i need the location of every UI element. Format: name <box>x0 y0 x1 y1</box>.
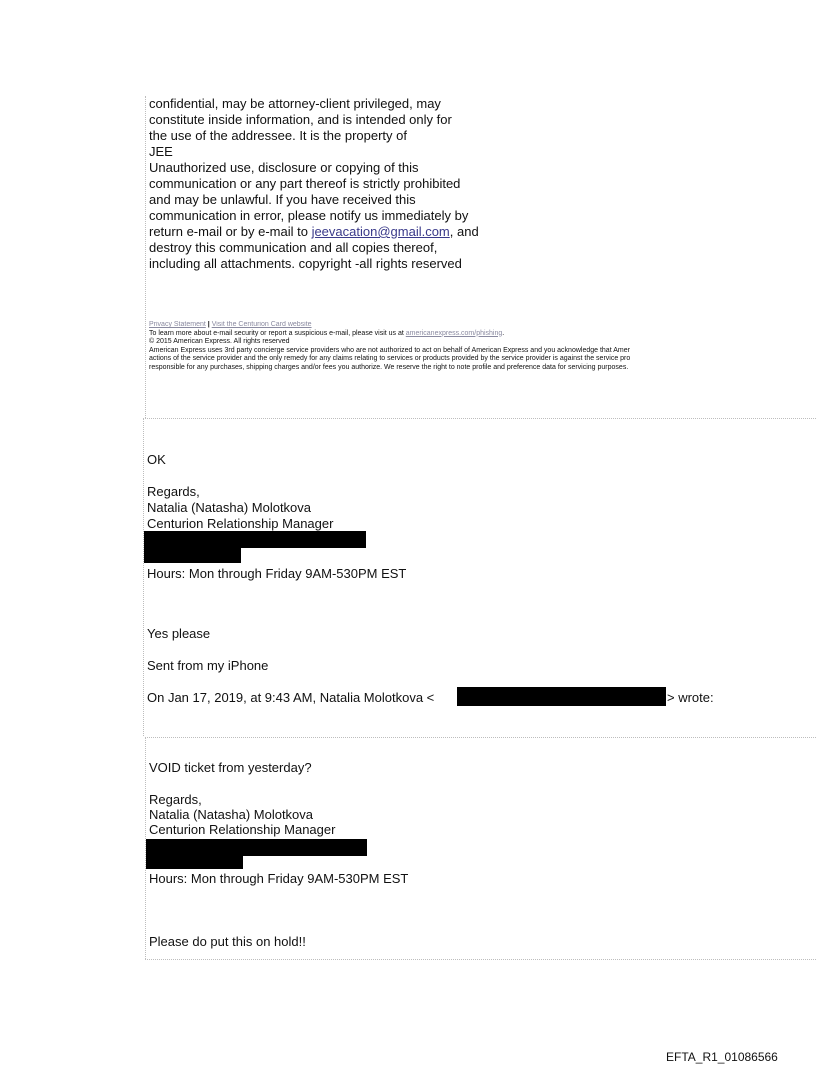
disclaimer-line: and may be unlawful. If you have received this <box>149 192 416 207</box>
quoted-hours: Hours: Mon through Friday 9AM-530PM EST <box>149 871 409 886</box>
disclaimer-line: constitute inside information, and is intended only for <box>149 112 452 127</box>
email-link[interactable]: jeevacation@gmail.com <box>311 224 450 239</box>
disclaimer-line: Unauthorized use, disclosure or copying of this <box>149 160 419 175</box>
quoted-regards: Regards, <box>149 792 202 807</box>
confidentiality-disclaimer <box>149 96 569 272</box>
quote-rule-top-lower <box>145 737 816 738</box>
redaction-block <box>144 531 366 548</box>
amex-fine-print <box>149 321 816 372</box>
concierge-line: American Express uses 3rd party concierge service providers who are not authorized to act on behalf of American Express and you acknowledge that Amer <box>149 346 630 354</box>
reply-body: Yes please <box>147 626 211 641</box>
security-prefix: To learn more about e-mail security or report a suspicious e-mail, please visit us at <box>149 329 406 337</box>
signature-title: Centurion Relationship Manager <box>147 516 334 531</box>
wrote-prefix: On Jan 17, 2019, at 9:43 AM, Natalia Molotkova < <box>147 690 435 705</box>
link-separator: | <box>207 321 210 328</box>
concierge-line: responsible for any purchases, shipping charges and/or fees you authorize. We reserve the right to note profile and preference data for servicing purposes. <box>149 363 629 371</box>
quoted-name: Natalia (Natasha) Molotkova <box>149 807 314 822</box>
redaction-block <box>144 547 241 563</box>
hold-request: Please do put this on hold!! <box>149 934 306 949</box>
disclaimer-line: communication in error, please notify us immediately by <box>149 208 469 223</box>
centurion-website-link[interactable]: Visit the Centurion Card website <box>211 321 312 328</box>
concierge-line: actions of the service provider and the only remedy for any claims relating to services or products provided by the service provider is against the service pro <box>149 355 631 362</box>
disclaimer-line: communication or any part thereof is strictly prohibited <box>149 176 461 191</box>
disclaimer-line: JEE <box>149 144 173 159</box>
quoted-body: VOID ticket from yesterday? <box>149 760 312 775</box>
signature-hours: Hours: Mon through Friday 9AM-530PM EST <box>147 566 407 581</box>
signature-name: Natalia (Natasha) Molotkova <box>147 500 312 515</box>
wrote-suffix: > wrote: <box>667 690 714 705</box>
disclaimer-return-line <box>149 224 569 240</box>
quote-rule-bottom-upper <box>145 418 816 419</box>
fine-print-links <box>149 321 816 330</box>
return-prefix: return e-mail or by e-mail to <box>149 224 312 239</box>
quoted-title: Centurion Relationship Manager <box>149 822 336 837</box>
redaction-block <box>457 687 666 706</box>
security-suffix: . <box>502 329 505 337</box>
disclaimer-line: the use of the addressee. It is the property of <box>149 128 407 143</box>
sent-from-line: Sent from my iPhone <box>147 658 269 673</box>
document-id: EFTA_R1_01086566 <box>666 1050 778 1064</box>
disclaimer-line: including all attachments. copyright -all rights reserved <box>149 256 462 271</box>
return-suffix: , and <box>449 224 479 239</box>
quote-rule-left-middle <box>143 418 144 736</box>
redaction-block <box>146 839 367 856</box>
reply-body: OK <box>147 452 166 467</box>
privacy-statement-link[interactable]: Privacy Statement <box>149 321 206 328</box>
redaction-block <box>146 855 243 869</box>
disclaimer-line: confidential, may be attorney-client privileged, may <box>149 96 441 111</box>
phishing-link[interactable]: americanexpress.com/phishing <box>405 329 503 337</box>
copyright-line: © 2015 American Express. All rights reserved <box>149 338 290 345</box>
security-line <box>149 330 816 339</box>
quote-rule-left-upper <box>145 96 146 418</box>
signature-regards: Regards, <box>147 484 200 499</box>
quote-rule-bottom-lower <box>145 959 816 960</box>
disclaimer-line: destroy this communication and all copies thereof, <box>149 240 438 255</box>
